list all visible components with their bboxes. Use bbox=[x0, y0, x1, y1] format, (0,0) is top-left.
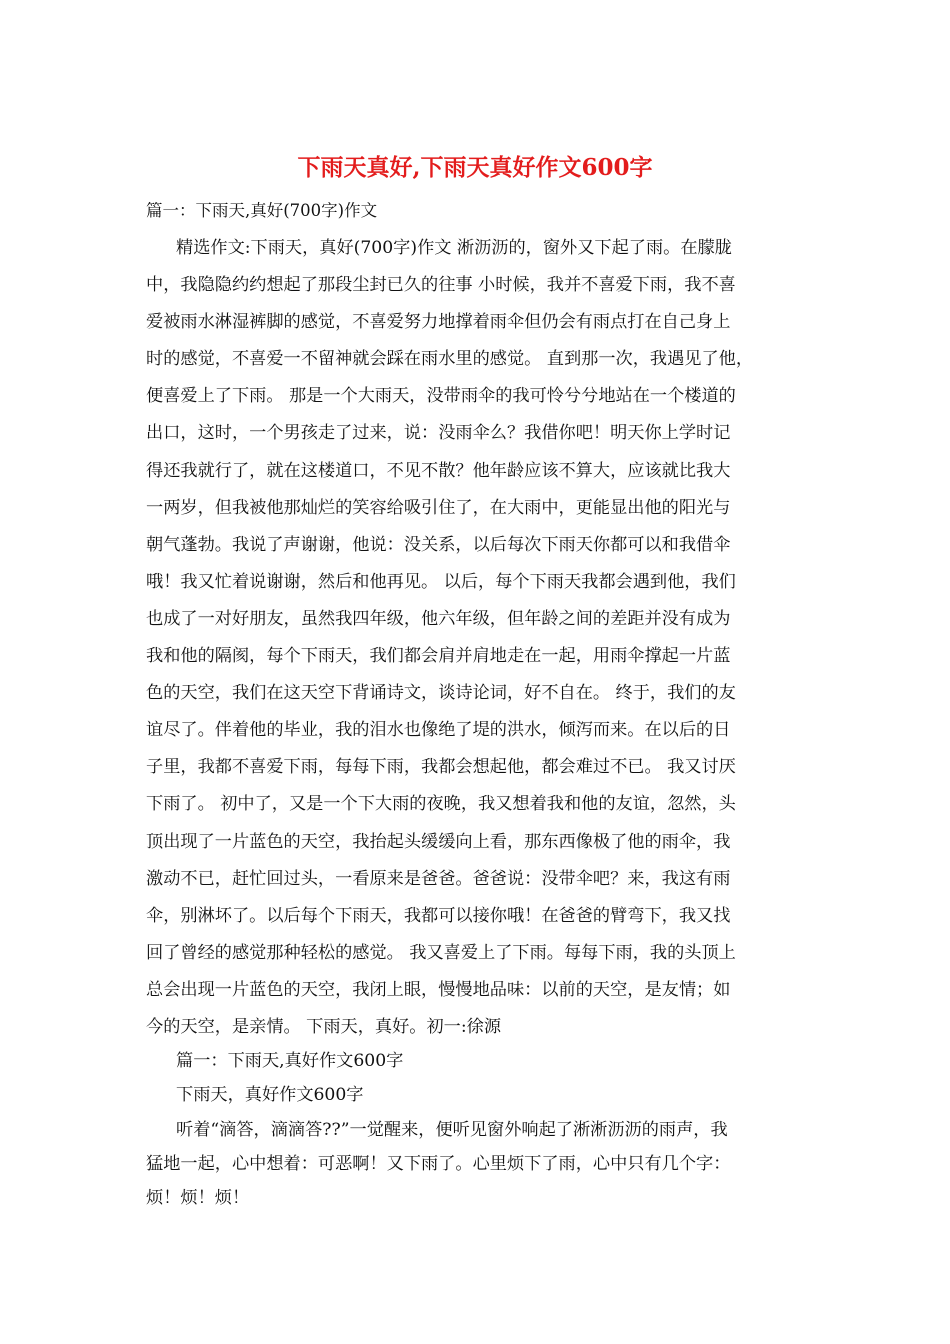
essay-one-line: 哦！我又忙着说谢谢，然后和他再见。 以后，每个下雨天我都会遇到他，我们 bbox=[146, 571, 736, 592]
essay-one-line: 精选作文:下雨天，真好(700字)作文 淅沥沥的，窗外又下起了雨。在朦胧 bbox=[176, 238, 732, 258]
section-two-subtitle: 下雨天，真好作文600字 bbox=[176, 1085, 364, 1106]
section-two-heading: 篇一：下雨天,真好作文600字 bbox=[176, 1051, 404, 1071]
essay-two-section bbox=[146, 1044, 816, 1215]
essay-one-line: 谊尽了。伴着他的毕业，我的泪水也像绝了堤的洪水，倾泻而来。在以后的日 bbox=[146, 720, 731, 741]
essay-one-line: 中，我隐隐约约想起了那段尘封已久的往事 小时候，我并不喜爱下雨，我不喜 bbox=[146, 275, 736, 296]
essay-one-line: 我和他的隔阂，每个下雨天，我们都会肩并肩地走在一起，用雨伞撑起一片蓝 bbox=[146, 646, 731, 667]
essay-two-line: 听着“滴答，滴滴答??”一觉醒来，便听见窗外响起了淅淅沥沥的雨声，我 bbox=[176, 1119, 728, 1140]
essay-one-line: 便喜爱上了下雨。 那是一个大雨天，没带雨伞的我可怜兮兮地站在一个楼道的 bbox=[146, 386, 736, 407]
essay-one-line: 子里，我都不喜爱下雨，每每下雨，我都会想起他，都会难过不已。 我又讨厌 bbox=[146, 757, 736, 778]
essay-one-line: 得还我就行了，就在这楼道口，不见不散？他年龄应该不算大，应该就比我大 bbox=[146, 460, 731, 481]
essay-one-line: 回了曾经的感觉那种轻松的感觉。 我又喜爱上了下雨。每每下雨，我的头顶上 bbox=[146, 942, 736, 963]
essay-one-line: 伞，别淋坏了。以后每个下雨天，我都可以接你哦！在爸爸的臂弯下，我又找 bbox=[146, 905, 731, 926]
essay-one-line: 今的天空，是亲情。 下雨天，真好。初一:徐源 bbox=[146, 1016, 502, 1037]
essay-one-line: 总会出现一片蓝色的天空，我闭上眼，慢慢地品味：以前的天空，是友情；如 bbox=[146, 979, 731, 1000]
essay-one-line: 朝气蓬勃。我说了声谢谢，他说：没关系，以后每次下雨天你都可以和我借伞 bbox=[146, 534, 731, 555]
essay-one-line: 激动不已，赶忙回过头，一看原来是爸爸。爸爸说：没带伞吧？来，我这有雨 bbox=[146, 868, 731, 889]
essay-one-line: 时的感觉，不喜爱一不留神就会踩在雨水里的感觉。 直到那一次，我遇见了他， bbox=[146, 349, 754, 370]
section-one-heading: 篇一：下雨天,真好(700字)作文 bbox=[146, 201, 378, 220]
essay-one-line: 一两岁，但我被他那灿烂的笑容给吸引住了，在大雨中，更能显出他的阳光与 bbox=[146, 497, 731, 518]
essay-two-line: 猛地一起，心中想着：可恶啊！又下雨了。心里烦下了雨，心中只有几个字： bbox=[146, 1153, 731, 1174]
essay-one-line: 色的天空，我们在这天空下背诵诗文，谈诗论词，好不自在。 终于，我们的友 bbox=[146, 683, 736, 704]
essay-one-line: 顶出现了一片蓝色的天空，我抬起头缓缓向上看，那东西像极了他的雨伞，我 bbox=[146, 831, 731, 852]
essay-one-line: 爱被雨水淋湿裤脚的感觉，不喜爱努力地撑着雨伞但仍会有雨点打在自己身上 bbox=[146, 312, 731, 333]
essay-one-line: 出口，这时，一个男孩走了过来，说：没雨伞么？我借你吧！明天你上学时记 bbox=[146, 423, 731, 444]
essay-one-line: 也成了一对好朋友，虽然我四年级，他六年级，但年龄之间的差距并没有成为 bbox=[146, 608, 731, 629]
essay-two-line: 烦！烦！烦！ bbox=[146, 1188, 250, 1209]
essay-one-line: 下雨了。 初中了，又是一个下大雨的夜晚，我又想着我和他的友谊，忽然，头 bbox=[146, 794, 736, 815]
essay-one-body bbox=[146, 230, 816, 1046]
document-title: 下雨天真好,下雨天真好作文600字 bbox=[297, 154, 653, 181]
